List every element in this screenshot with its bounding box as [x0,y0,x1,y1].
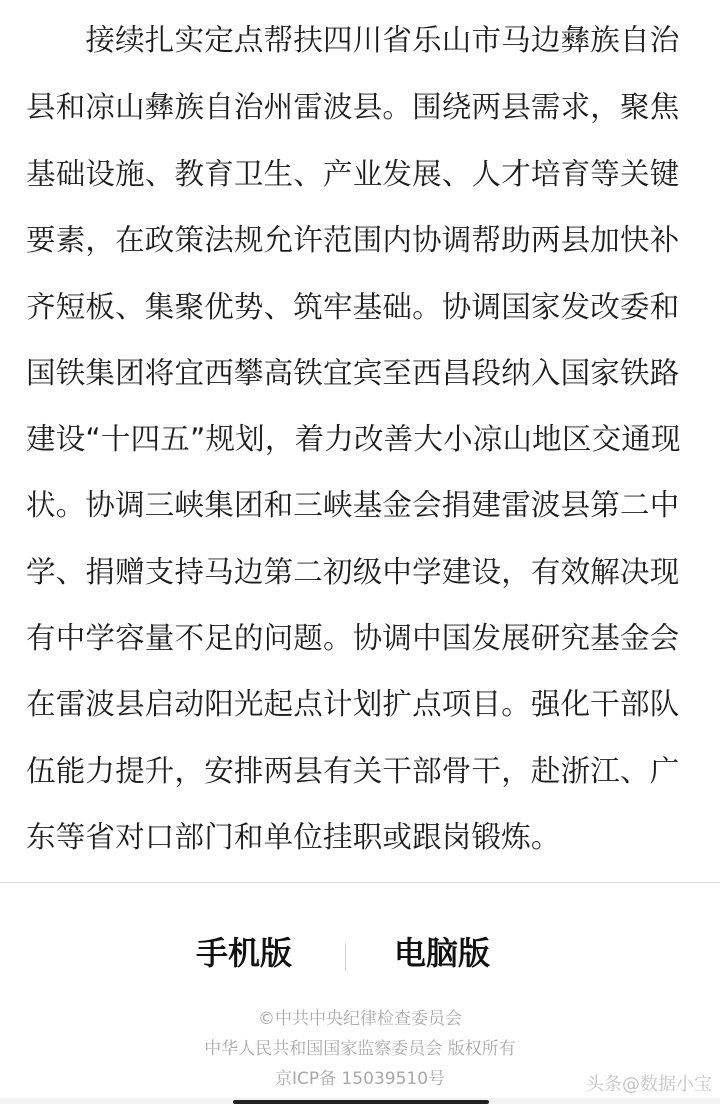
home-indicator[interactable] [233,1100,489,1104]
article-line: 在雷波县启动阳光起点计划扩点项目。强化干部队 [26,687,680,721]
owner-text: 中华人民共和国国家监察委员会 版权所有 [204,1039,516,1059]
version-separator [345,943,346,971]
article-line: 县和凉山彝族自治州雷波县。围绕两县需求，聚焦 [26,90,680,124]
desktop-version-link[interactable]: 电脑版 [394,934,491,972]
article-line: 有中学容量不足的问题。协调中国发展研究基金会 [26,621,680,655]
article-line: 要素，在政策法规允许范围内协调帮助两县加快补 [26,223,680,257]
article-line: 建设“十四五”规划，着力改善大小凉山地区交通现 [26,422,681,456]
article-line: 东等省对口部门和单位挂职或跟岗锻炼。 [26,820,561,854]
article-line: 伍能力提升，安排两县有关干部骨干，赴浙江、广 [26,754,680,788]
mobile-version-link[interactable]: 手机版 [196,934,293,972]
copyright-text: ©中共中央纪律检查委员会 [258,1009,462,1029]
article-line: 基础设施、教育卫生、产业发展、人才培育等关键 [26,157,680,191]
article-line: 接续扎实定点帮扶四川省乐山市马边彝族自治 [26,23,680,57]
watermark-text: 头条@数据小宝 [586,1074,712,1095]
icp-license-link[interactable]: 京ICP备 15039510号 [274,1069,446,1089]
article-line: 齐短板、集聚优势、筑牢基础。协调国家发改委和 [26,290,680,324]
site-footer [0,883,720,1104]
article-line: 状。协调三峡集团和三峡基金会捐建雷波县第二中 [26,488,680,522]
article-line: 国铁集团将宜西攀高铁宜宾至西昌段纳入国家铁路 [26,356,680,390]
article-line: 学、捐赠支持马边第二初级中学建设，有效解决现 [26,555,680,589]
